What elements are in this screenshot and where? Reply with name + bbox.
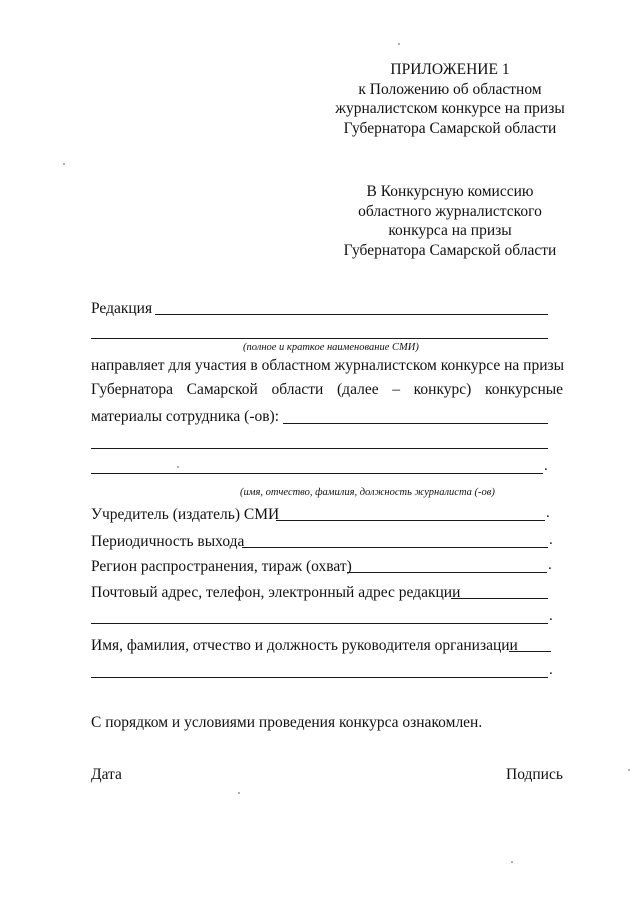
periodicity-label: Периодичность выхода — [91, 533, 245, 550]
editorial-name-field[interactable] — [155, 314, 548, 315]
postal-label: Почтовый адрес, телефон, электронный адрес редакции — [91, 584, 461, 601]
journalist-field-line-3[interactable] — [91, 473, 543, 474]
journalist-field[interactable] — [283, 423, 548, 424]
word: области — [271, 381, 324, 398]
acknowledgement-text: С порядком и условиями проведения конкурса ознакомлен. — [91, 714, 483, 731]
word: Самарской — [186, 381, 258, 398]
head-field[interactable] — [509, 651, 551, 652]
addressee-line-2: областного журналистского — [358, 202, 542, 220]
addressee-block — [300, 182, 600, 260]
appendix-title: ПРИЛОЖЕНИЕ 1 — [390, 61, 510, 78]
period: . — [549, 608, 553, 624]
period: . — [546, 505, 550, 521]
periodicity-field[interactable] — [242, 547, 548, 548]
word: – — [392, 381, 400, 398]
scan-speck — [238, 792, 240, 794]
date-label: Дата — [91, 766, 122, 783]
materials-label: материалы сотрудника (-ов): — [91, 408, 280, 425]
head-field-line-2[interactable] — [91, 677, 548, 678]
word: (далее — [337, 381, 379, 398]
appendix-line-3: журналистском конкурсе на призы — [335, 100, 565, 117]
word: Губернатора — [91, 381, 173, 398]
postal-field-line-2[interactable] — [91, 623, 548, 624]
scan-speck — [511, 861, 513, 863]
appendix-line-4: Губернатора Самарской области — [343, 119, 557, 137]
period: . — [544, 458, 548, 474]
media-caption: (полное и краткое наименование СМИ) — [243, 342, 419, 353]
word: конкурсные — [484, 381, 564, 398]
addressee-line-1: В Конкурсную комиссию — [366, 183, 534, 200]
addressee-line-4: Губернатора Самарской области — [343, 241, 557, 259]
founder-field[interactable] — [276, 520, 545, 521]
period: . — [549, 532, 553, 548]
scan-speck — [398, 43, 400, 45]
founder-label: Учредитель (издатель) СМИ — [91, 506, 280, 523]
appendix-header — [300, 60, 600, 138]
appendix-line-2: к Положению об областном — [358, 80, 542, 98]
word: конкурс) — [413, 381, 472, 398]
period: . — [548, 557, 552, 573]
scan-speck — [63, 163, 65, 165]
head-label: Имя, фамилия, отчество и должность руководителя организации — [91, 637, 518, 654]
editorial-label: Редакция — [91, 300, 153, 317]
signature-label: Подпись — [506, 766, 563, 783]
addressee-line-3: конкурса на призы — [388, 222, 512, 239]
period: . — [549, 662, 553, 678]
sends-text-line-1: направляет для участия в областном журналистском конкурсе на призы — [91, 357, 565, 374]
region-label: Регион распространения, тираж (охват) — [91, 558, 352, 575]
scan-speck — [177, 466, 179, 468]
editorial-name-field-continued[interactable] — [91, 338, 548, 339]
postal-field[interactable] — [451, 598, 548, 599]
scan-speck — [628, 769, 630, 771]
journalist-field-line-2[interactable] — [91, 448, 548, 449]
journalist-caption: (имя, отчество, фамилия, должность журналиста (-ов) — [240, 487, 495, 498]
region-field[interactable] — [347, 572, 547, 573]
sends-text-line-2 — [91, 381, 563, 399]
